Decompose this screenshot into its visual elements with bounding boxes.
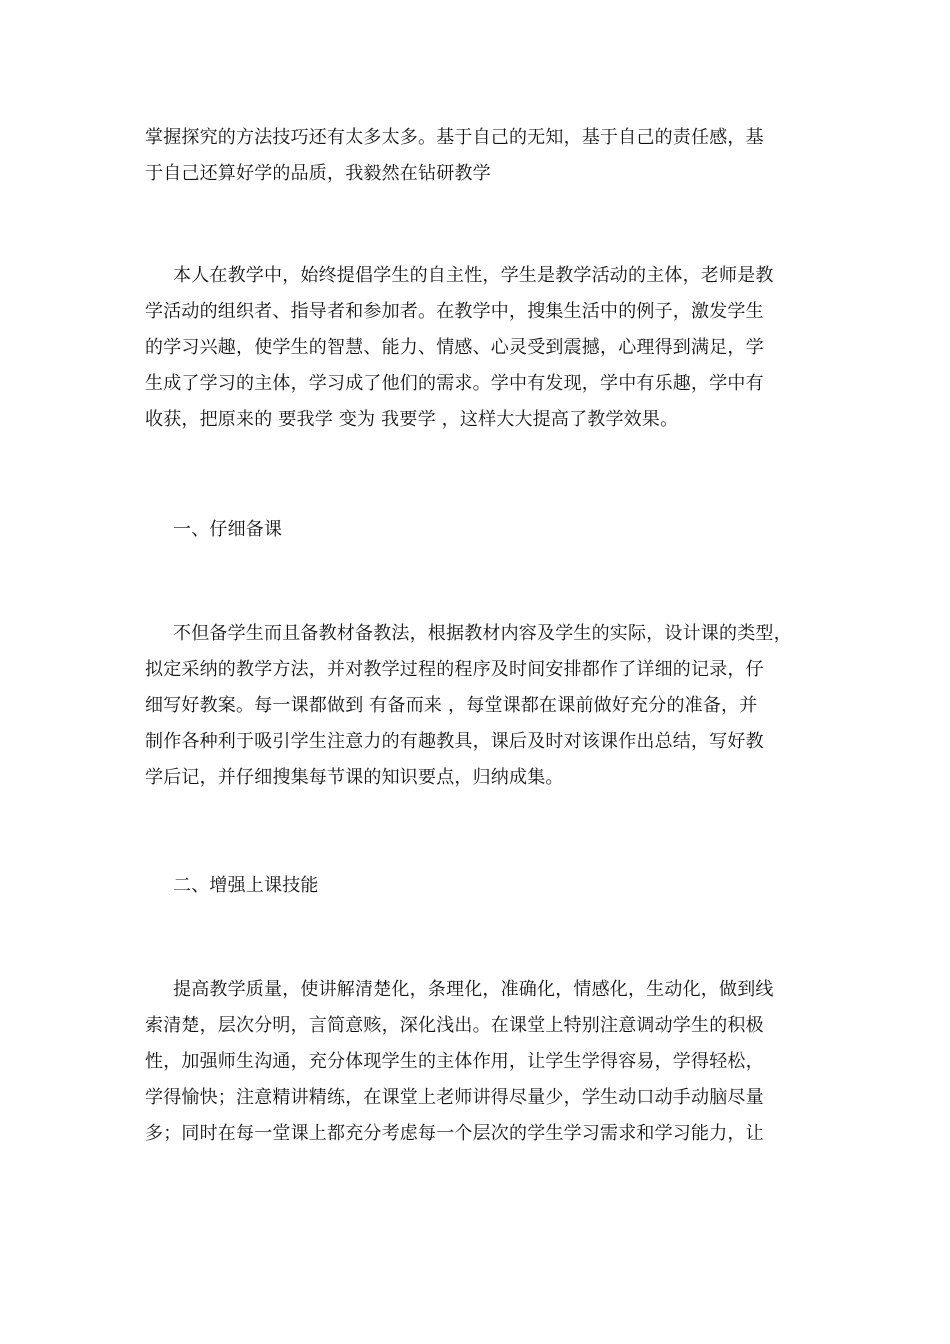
text-line: 学活动的组织者、指导者和参加者。在教学中，搜集生活中的例子，激发学生: [145, 301, 764, 322]
text-line: 的学习兴趣，使学生的智慧、能力、情感、心灵受到震撼，心理得到满足，学: [145, 337, 764, 358]
text-line: 不但备学生而且备教材备教法，根据教材内容及学生的实际，设计课的类型，: [173, 623, 792, 644]
text-line: 索清楚，层次分明，言简意赅，深化浅出。在课堂上特别注意调动学生的积极: [145, 1015, 764, 1036]
paragraph-teaching-skills: [145, 972, 815, 1152]
text-line: 多；同时在每一堂课上都充分考虑每一个层次的学生学习需求和学习能力，让: [145, 1123, 764, 1144]
text-line: 生成了学习的主体，学习成了他们的需求。学中有发现，学中有乐趣，学中有: [145, 373, 764, 394]
section-heading: 一、仔细备课: [173, 519, 283, 540]
paragraph-intro-continuation: [145, 120, 815, 192]
text-line: 性，加强师生沟通，充分体现学生的主体作用，让学生学得容易，学得轻松，: [145, 1051, 764, 1072]
text-line: 学得愉快；注意精讲精练，在课堂上老师讲得尽量少，学生动口动手动脑尽量: [145, 1087, 764, 1108]
text-line: 本人在教学中，始终提倡学生的自主性，学生是教学活动的主体，老师是教: [173, 265, 774, 286]
text-line: 细写好教案。每一课都做到 有备而来 ，每堂课都在课前做好充分的准备，并: [145, 695, 758, 716]
text-line: 提高教学质量，使讲解清楚化，条理化，准确化，情感化，生动化，做到线: [173, 979, 774, 1000]
section-heading-teaching-skills: [145, 868, 815, 904]
text-line: 制作各种利于吸引学生注意力的有趣教具，课后及时对该课作出总结，写好教: [145, 731, 764, 752]
paragraph-student-centered: [145, 258, 815, 438]
text-line: 拟定采纳的教学方法，并对教学过程的程序及时间安排都作了详细的记录，仔: [145, 659, 764, 680]
text-line: 于自己还算好学的品质，我毅然在钻研教学: [145, 163, 491, 184]
text-line: 掌握探究的方法技巧还有太多太多。基于自己的无知，基于自己的责任感，基: [145, 127, 764, 148]
text-line: 学后记，并仔细搜集每节课的知识要点，归纳成集。: [145, 767, 564, 788]
section-heading-lesson-prep: [145, 512, 815, 548]
section-heading: 二、增强上课技能: [173, 875, 319, 896]
text-line: 收获，把原来的 要我学 变为 我要学 ，这样大大提高了教学效果。: [145, 409, 679, 430]
paragraph-lesson-prep: [145, 616, 815, 796]
